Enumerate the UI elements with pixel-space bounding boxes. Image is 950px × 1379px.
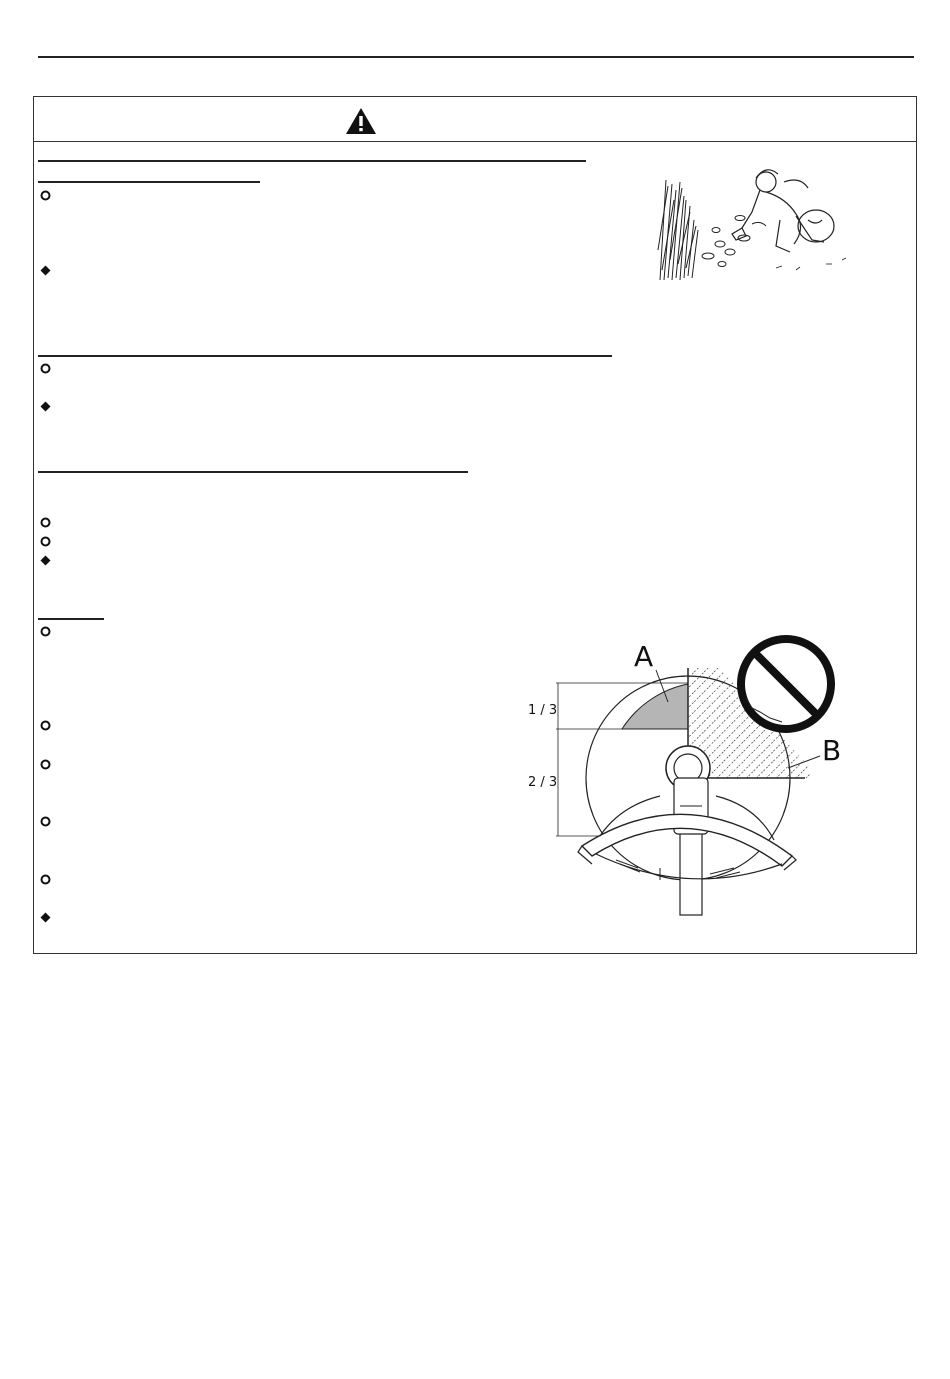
section-1-heading-line-1 <box>38 160 586 162</box>
circle-bullet <box>40 759 51 770</box>
circle-bullet <box>40 536 51 547</box>
circle-bullet <box>40 517 51 528</box>
circle-bullet <box>40 874 51 885</box>
circle-bullet <box>40 720 51 731</box>
fraction-bottom-label: 2 / 3 <box>528 775 558 790</box>
circle-bullet <box>40 626 51 637</box>
section-2-heading-line <box>38 355 612 357</box>
warning-triangle-icon <box>344 106 378 136</box>
warning-header-divider <box>34 141 916 142</box>
section-3-heading-line <box>38 471 468 473</box>
diamond-bullet <box>40 555 51 566</box>
page-top-rule <box>38 56 914 58</box>
fraction-top-label: 1 / 3 <box>528 703 558 718</box>
circle-bullet <box>40 363 51 374</box>
zone-b-label: B <box>822 734 842 767</box>
diamond-bullet <box>40 401 51 412</box>
diamond-bullet <box>40 912 51 923</box>
section-1-heading-line-2 <box>38 181 260 183</box>
diamond-bullet <box>40 265 51 276</box>
worker-clearing-debris-illustration <box>656 160 852 282</box>
trimmer-kickback-zone-diagram <box>520 628 850 918</box>
circle-bullet <box>40 816 51 827</box>
section-4-heading-line <box>38 618 104 620</box>
circle-bullet <box>40 190 51 201</box>
zone-a-label: A <box>634 640 654 673</box>
